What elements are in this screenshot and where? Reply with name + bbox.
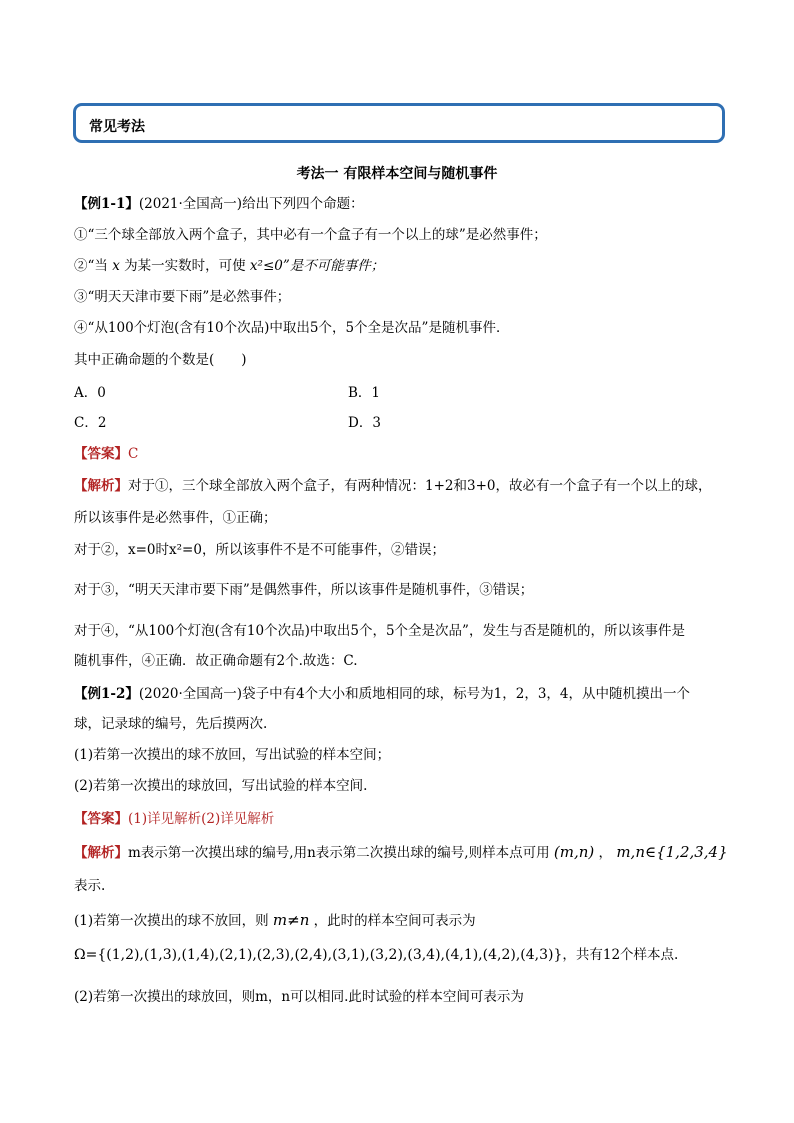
ex1-analysis-3: 对于②，x=0时x²=0，所以该事件不是不可能事件，②错误；: [74, 542, 445, 558]
ex2-q1: (1)若第一次摸出的球不放回，写出试验的样本空间；: [74, 747, 391, 763]
ex2-header: [74, 684, 690, 704]
ex2-label: 【例1-2】: [74, 686, 139, 702]
ex1-header: [74, 194, 364, 214]
option-d: D．3: [348, 415, 381, 431]
p2b: 为某一实数时，可使: [124, 258, 246, 274]
ex2-stem1: (2020·全国高一)袋子中有4个大小和质地相同的球，标号为1，2，3，4，从中随机摸出一个: [138, 686, 691, 702]
option-a: A．0: [74, 385, 106, 401]
b1s: m,n∈{1,2,3,4}: [616, 843, 728, 861]
b3b: ，此时的样本空间可表示为: [313, 913, 476, 929]
ex2-analysis-1: 【解析】m表示第一次摸出球的编号,用n表示第二次摸出球的编号,则样本点可用 (m,n) ， m,n∈{1,2,3,4}: [74, 843, 728, 861]
box-title: 常见考法: [89, 119, 145, 135]
ex2-q2: (2)若第一次摸出的球放回，写出试验的样本空间.: [74, 778, 368, 794]
ex1-question: 其中正确命题的个数是( ): [74, 352, 247, 368]
ex2-analysis-5: (2)若第一次摸出的球放回，则m，n可以相同.此时试验的样本空间可表示为: [74, 989, 524, 1005]
p2c: x²≤0”是不可能事件；: [249, 258, 385, 274]
b3a: (1)若第一次摸出的球不放回，则: [74, 913, 269, 929]
ex1-analysis-4: 对于③，“明天天津市要下雨”是偶然事件，所以该事件是随机事件，③错误；: [74, 582, 534, 598]
ex2-answer-label: 【答案】: [74, 811, 128, 827]
sample-space: Ω={(1,2),(1,3),(1,4),(2,1),(2,3),(2,4),(3,1),(3,2),(3,4),(4,1),(4,2),(4,3)}: [74, 947, 563, 963]
ex2-answer: [74, 809, 274, 829]
option-b: B．1: [348, 385, 381, 401]
ex1-p1: ①“三个球全部放入两个盒子，其中必有一个盒子有一个以上的球”是必然事件；: [74, 227, 547, 243]
a1: 对于①，三个球全部放入两个盒子，有两种情况：1+2和3+0，故必有一个盒子有一个以上的球，: [128, 478, 712, 494]
ex1-p4: ④“从100个灯泡(含有10个次品)中取出5个，5个全是次品”是随机事件．: [74, 320, 510, 336]
ex1-label: 【例1-1】: [74, 196, 139, 212]
ex2-analysis-4: [74, 945, 678, 965]
ex1-answer-label: 【答案】: [74, 446, 128, 462]
b4b: ，共有12个样本点.: [562, 947, 679, 963]
option-c: C．2: [74, 415, 107, 431]
b1m: (m,n): [553, 843, 595, 861]
ex1-analysis-1: [74, 476, 711, 496]
ex1-analysis-6: 随机事件，④正确．故正确命题有2个.故选：C.: [74, 653, 358, 669]
ex1-p2: [74, 256, 384, 276]
ex2-stem2: 球，记录球的编号，先后摸两次.: [74, 716, 268, 732]
section-title: 考法一 有限样本空间与随机事件: [296, 166, 498, 182]
common-methods-box: [73, 103, 725, 143]
ex1-p3: ③“明天天津市要下雨”是必然事件；: [74, 289, 291, 305]
ex1-source: (2021·全国高一)给出下列四个命题：: [138, 196, 364, 212]
b1: m表示第一次摸出球的编号,用n表示第二次摸出球的编号,则样本点可用: [128, 845, 550, 861]
ex1-analysis-2: 所以该事件是必然事件，①正确；: [74, 510, 277, 526]
b3m: m≠n: [272, 911, 310, 929]
ex1-analysis-label: 【解析】: [74, 478, 128, 494]
ex2-analysis-2: 表示.: [74, 878, 106, 894]
ex2-answer-value: (1)详见解析(2)详见解析: [128, 811, 275, 827]
ex1-answer: [74, 444, 138, 464]
ex2-analysis-3: [74, 910, 476, 931]
ex1-answer-value: C: [128, 446, 139, 462]
ex1-analysis-5: 对于④，“从100个灯泡(含有10个次品)中取出5个，5个全是次品”，发生与否是随机的，所以该事件是: [74, 623, 685, 639]
p2a: ②“当: [74, 258, 108, 274]
p2x: x: [112, 258, 120, 274]
ex2-analysis-label: 【解析】: [74, 845, 128, 861]
